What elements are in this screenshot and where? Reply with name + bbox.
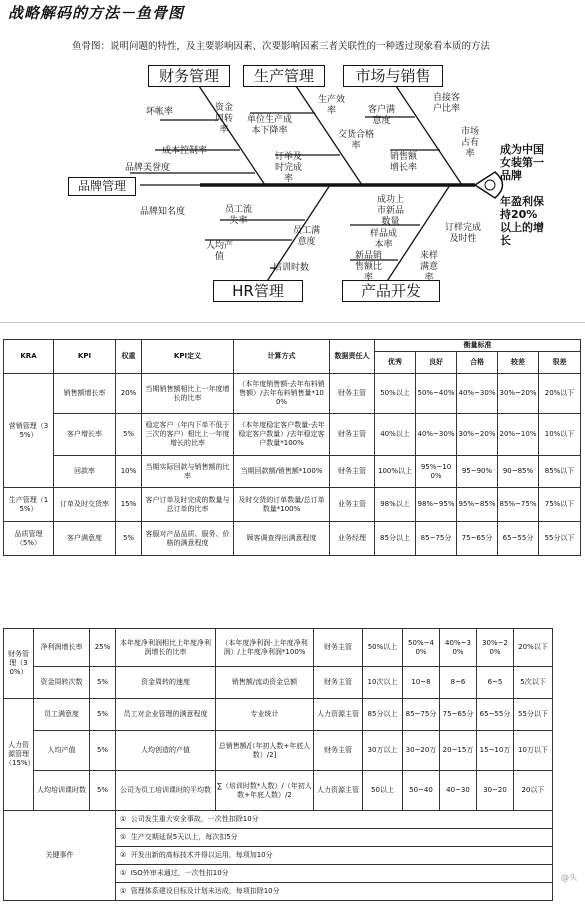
cause-brand-reputation: 品牌美誉度: [125, 163, 171, 173]
kpi-cell: 客户增长率: [54, 414, 116, 456]
kpi-cell: 销售额增长率: [54, 374, 116, 414]
weight-cell: 5%: [90, 667, 116, 699]
cause-acquire-customers: 自接客 户比率: [433, 93, 461, 114]
value-cell: 85分以上: [375, 522, 416, 556]
kpi-cell: 人均产值: [34, 731, 90, 771]
value-cell: 50%~40%: [416, 374, 457, 414]
value-cell: 85%以下: [539, 456, 581, 488]
cause-customer-satisfaction: 客户满 意度: [368, 105, 396, 126]
key-event: ① 生产交期延误5天以上，每次扣5分: [116, 829, 553, 847]
value-cell: 65~55分: [477, 699, 514, 731]
definition-cell: 稳定客户（年内下单不低于三次的客户）相比上一年度增长的比率: [142, 414, 234, 456]
definition-cell: 客服对产品品质、服务、价格的满意程度: [142, 522, 234, 556]
header-kra: KRA: [4, 340, 54, 374]
value-cell: 15~10万: [477, 731, 514, 771]
cause-cost-control: 成本控制率: [162, 146, 208, 156]
value-cell: 98%以上: [375, 488, 416, 522]
owner-cell: 财务主管: [314, 667, 363, 699]
category-production: 生产管理: [243, 65, 325, 87]
weight-cell: 10%: [116, 456, 142, 488]
calculation-cell: 专业统计: [216, 699, 314, 731]
cause-bad-debt: 坏帐率: [146, 107, 174, 117]
weight-cell: 5%: [116, 522, 142, 556]
key-event: ① 公司发生重大安全事故，一次性扣除10分: [116, 811, 553, 829]
calculation-cell: 当期回款额/销售额*100%: [234, 456, 330, 488]
value-cell: 30万以上: [363, 731, 403, 771]
value-cell: 85%~75%: [498, 488, 539, 522]
kpi-cell: 订单及时交货率: [54, 488, 116, 522]
cause-training-hours: 培训时数: [273, 263, 310, 273]
cause-staff-turnover: 员工流 失率: [225, 205, 253, 226]
header-level: 合格: [457, 352, 498, 374]
category-marketing: 市场与销售: [343, 65, 443, 87]
value-cell: 75~65分: [457, 522, 498, 556]
header-definition: KPI定义: [142, 340, 234, 374]
cause-new-products: 成功上 市新品 数量: [377, 195, 405, 227]
kpi-cell: 回款率: [54, 456, 116, 488]
value-cell: 10%以下: [539, 414, 581, 456]
divider: [0, 322, 585, 323]
header-standard: 衡量标准: [375, 340, 581, 352]
value-cell: 50~40: [403, 771, 440, 811]
value-cell: 30~20万: [403, 731, 440, 771]
value-cell: 40%~30%: [440, 629, 477, 667]
calculation-cell: ∑（培训时数*人数）/（年初人数+年底人数）/2: [216, 771, 314, 811]
value-cell: 30~20: [477, 771, 514, 811]
value-cell: 40~30: [440, 771, 477, 811]
cause-order-completion: 订单及 时完成 率: [275, 152, 303, 184]
header-kpi: KPI: [54, 340, 116, 374]
key-events-label: 关键事件: [4, 811, 116, 901]
header-calculation: 计算方式: [234, 340, 330, 374]
weight-cell: 15%: [116, 488, 142, 522]
value-cell: 40%~30%: [416, 414, 457, 456]
value-cell: 30%~20%: [498, 374, 539, 414]
calculation-cell: 总销售额/[（年初人数+年底人数）/2]: [216, 731, 314, 771]
header-level: 很差: [539, 352, 581, 374]
calculation-cell: 及时交货的订单数量/总订单数量*100%: [234, 488, 330, 522]
kpi-cell: 人均培训课时数: [34, 771, 90, 811]
value-cell: 40%~30%: [457, 374, 498, 414]
owner-cell: 财务主管: [330, 414, 375, 456]
owner-cell: 业务经理: [330, 522, 375, 556]
kpi-cell: 客户满意度: [54, 522, 116, 556]
cause-capital-turnover: 资金 周转 率: [215, 103, 234, 135]
value-cell: 40%以上: [375, 414, 416, 456]
definition-cell: 公司为员工培训课时的平均数: [116, 771, 216, 811]
watermark: @头: [561, 873, 577, 882]
owner-cell: 财务主管: [330, 456, 375, 488]
cause-staff-satisfaction: 员工满 意度: [293, 226, 321, 247]
value-cell: 85分以上: [363, 699, 403, 731]
value-cell: 75%以下: [539, 488, 581, 522]
value-cell: 95%~85%: [457, 488, 498, 522]
definition-cell: 本年度净利润相比上年度净利润增长的比率: [116, 629, 216, 667]
value-cell: 65~55分: [498, 522, 539, 556]
weight-cell: 5%: [90, 699, 116, 731]
kpi-cell: 净利润增长率: [34, 629, 90, 667]
value-cell: 5次以下: [514, 667, 553, 699]
cause-sales-growth: 销售额 增长率: [390, 152, 418, 173]
calculation-cell: 销售额/流动资金总额: [216, 667, 314, 699]
header-owner: 数据责任人: [330, 340, 375, 374]
cause-sample-rate: 样品成 本率: [370, 229, 398, 250]
kra-cell: 财务管理（30%）: [4, 629, 34, 699]
definition-cell: 客户订单及时完成的数量与总订单的比率: [142, 488, 234, 522]
owner-cell: 财务主管: [314, 731, 363, 771]
owner-cell: 财务主管: [314, 629, 363, 667]
weight-cell: 5%: [116, 414, 142, 456]
owner-cell: 人力资源主管: [314, 699, 363, 731]
goal-brand: 成为中国 女装第一 品牌: [500, 143, 544, 182]
kra-cell: 生产管理（15%）: [4, 488, 54, 522]
value-cell: 55分以下: [514, 699, 553, 731]
owner-cell: 财务主管: [330, 374, 375, 414]
kra-cell: 人力资源管理（15%）: [4, 699, 34, 811]
calculation-cell: （本年度销售额-去年布料销售额）/去年布料销售量*100%: [234, 374, 330, 414]
value-cell: 30%~20%: [477, 629, 514, 667]
key-event: ② 开发出新的高标技术并得以运用，每项加10分: [116, 847, 553, 865]
page-subtitle: 鱼骨图：说明问题的特性，及主要影响因素、次要影响因素三者关联性的一种透过现象看本质的方法: [72, 41, 491, 52]
value-cell: 100%以上: [375, 456, 416, 488]
value-cell: 20%~10%: [498, 414, 539, 456]
header-level: 较差: [498, 352, 539, 374]
page-title: 战略解码的方法－鱼骨图: [8, 4, 185, 22]
cause-sample-satisfaction: 来样 满意 率: [420, 251, 439, 283]
definition-cell: 当期销售额相比上一年度增长的比率: [142, 374, 234, 414]
kpi-table-1: [3, 339, 581, 556]
value-cell: 8~6: [440, 667, 477, 699]
value-cell: 95~90%: [457, 456, 498, 488]
calculation-cell: 顾客调查得出满意程度: [234, 522, 330, 556]
value-cell: 85~75分: [403, 699, 440, 731]
value-cell: 75~65分: [440, 699, 477, 731]
definition-cell: 员工对企业管理的满意程度: [116, 699, 216, 731]
category-finance: 财务管理: [148, 65, 230, 87]
cause-new-sales: 新品销 售额比 率: [355, 251, 383, 283]
value-cell: 6~5: [477, 667, 514, 699]
cause-pass-rate: 交货合格 率: [338, 130, 375, 151]
value-cell: 50%以上: [375, 374, 416, 414]
value-cell: 90~85%: [498, 456, 539, 488]
calculation-cell: （本年度稳定客户数量-去年稳定客户数量）/去年稳定客户数量*100%: [234, 414, 330, 456]
cause-brand-awareness: 品牌知名度: [140, 207, 186, 217]
goal-profit: 年盈利保 持20% 以上的增 长: [500, 195, 544, 247]
value-cell: 50以上: [363, 771, 403, 811]
definition-cell: 人均创造的产值: [116, 731, 216, 771]
value-cell: 10~8: [403, 667, 440, 699]
weight-cell: 20%: [116, 374, 142, 414]
calculation-cell: （本年度净利润-上年度净利润）/上年度净利润*100%: [216, 629, 314, 667]
value-cell: 20%以下: [514, 629, 553, 667]
kra-cell: 营销管理（35%）: [4, 374, 54, 488]
weight-cell: 5%: [90, 771, 116, 811]
weight-cell: 25%: [90, 629, 116, 667]
value-cell: 55分以下: [539, 522, 581, 556]
kra-cell: 品质管理（5%）: [4, 522, 54, 556]
cause-market-share: 市场 占有 率: [461, 127, 480, 159]
definition-cell: 资金周转的速度: [116, 667, 216, 699]
value-cell: 10次以上: [363, 667, 403, 699]
kpi-table-2: [3, 628, 553, 901]
value-cell: 10万以下: [514, 731, 553, 771]
value-cell: 30%~20%: [457, 414, 498, 456]
value-cell: 50%~40%: [403, 629, 440, 667]
value-cell: 98%~95%: [416, 488, 457, 522]
key-event: ① ISO外审未通过，一次性扣10分: [116, 865, 553, 883]
owner-cell: 人力资源主管: [314, 771, 363, 811]
key-event: ① 管理体系建设目标及计划未达成，每项扣除10分: [116, 883, 553, 901]
kpi-cell: 资金周转次数: [34, 667, 90, 699]
value-cell: 95%~100%: [416, 456, 457, 488]
fishbone-diagram: [0, 55, 585, 305]
category-product-dev: 产品开发: [342, 280, 440, 302]
cause-per-capita: 人均产 值: [206, 241, 234, 262]
value-cell: 85~75分: [416, 522, 457, 556]
cause-unit-cost: 单位生产成 本下降率: [247, 115, 293, 136]
weight-cell: 5%: [90, 731, 116, 771]
value-cell: 20以下: [514, 771, 553, 811]
cause-order-timeliness: 订样完成 及时性: [445, 223, 482, 244]
owner-cell: 业务主管: [330, 488, 375, 522]
kpi-cell: 员工满意度: [34, 699, 90, 731]
value-cell: 20%以下: [539, 374, 581, 414]
header-level: 优秀: [375, 352, 416, 374]
definition-cell: 当期实际回款与销售额的比率: [142, 456, 234, 488]
category-brand: 品牌管理: [68, 177, 136, 196]
value-cell: 50%以上: [363, 629, 403, 667]
value-cell: 20~15万: [440, 731, 477, 771]
header-weight: 权重: [116, 340, 142, 374]
cause-productivity: 生产效 率: [318, 95, 346, 116]
header-level: 良好: [416, 352, 457, 374]
category-hr: HR管理: [213, 280, 303, 302]
